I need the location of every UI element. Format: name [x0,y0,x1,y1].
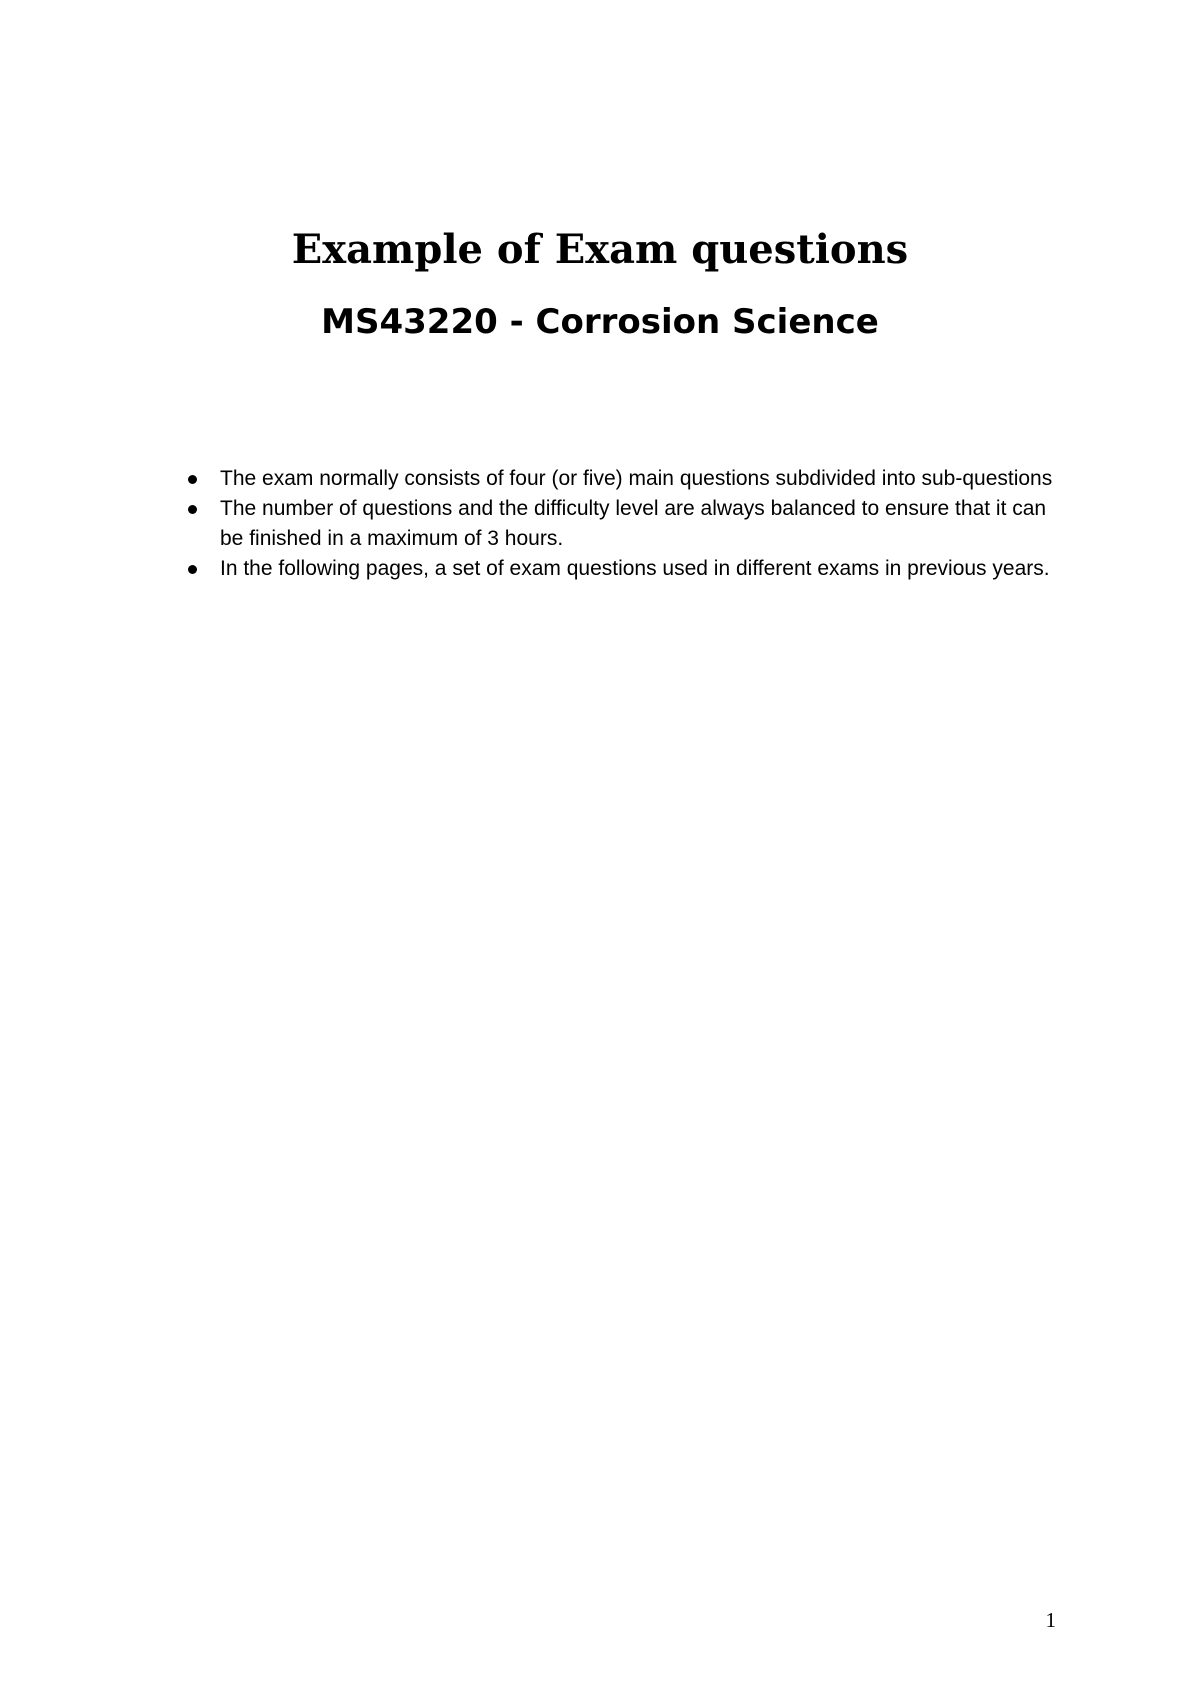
document-title: Example of Exam questions [291,226,909,273]
bullet-icon [188,475,197,484]
list-item [184,464,1064,494]
list-item-text: In the following pages, a set of exam questions used in different exams in previous years. [220,557,1050,580]
bullet-icon [188,505,197,514]
list-item-text: The exam normally consists of four (or five) main questions subdivided into sub-questions [220,467,1053,490]
bullet-list [184,464,1064,584]
bullet-icon [188,565,197,574]
page-number: 1 [1045,1608,1056,1632]
document-subtitle: MS43220 - Corrosion Science [321,302,879,342]
list-item-text: The number of questions and the difficulty level are always balanced to ensure that it can be finished in a maximum of 3 hours. [220,497,1047,550]
list-item [184,554,1064,584]
list-item [184,494,1064,554]
